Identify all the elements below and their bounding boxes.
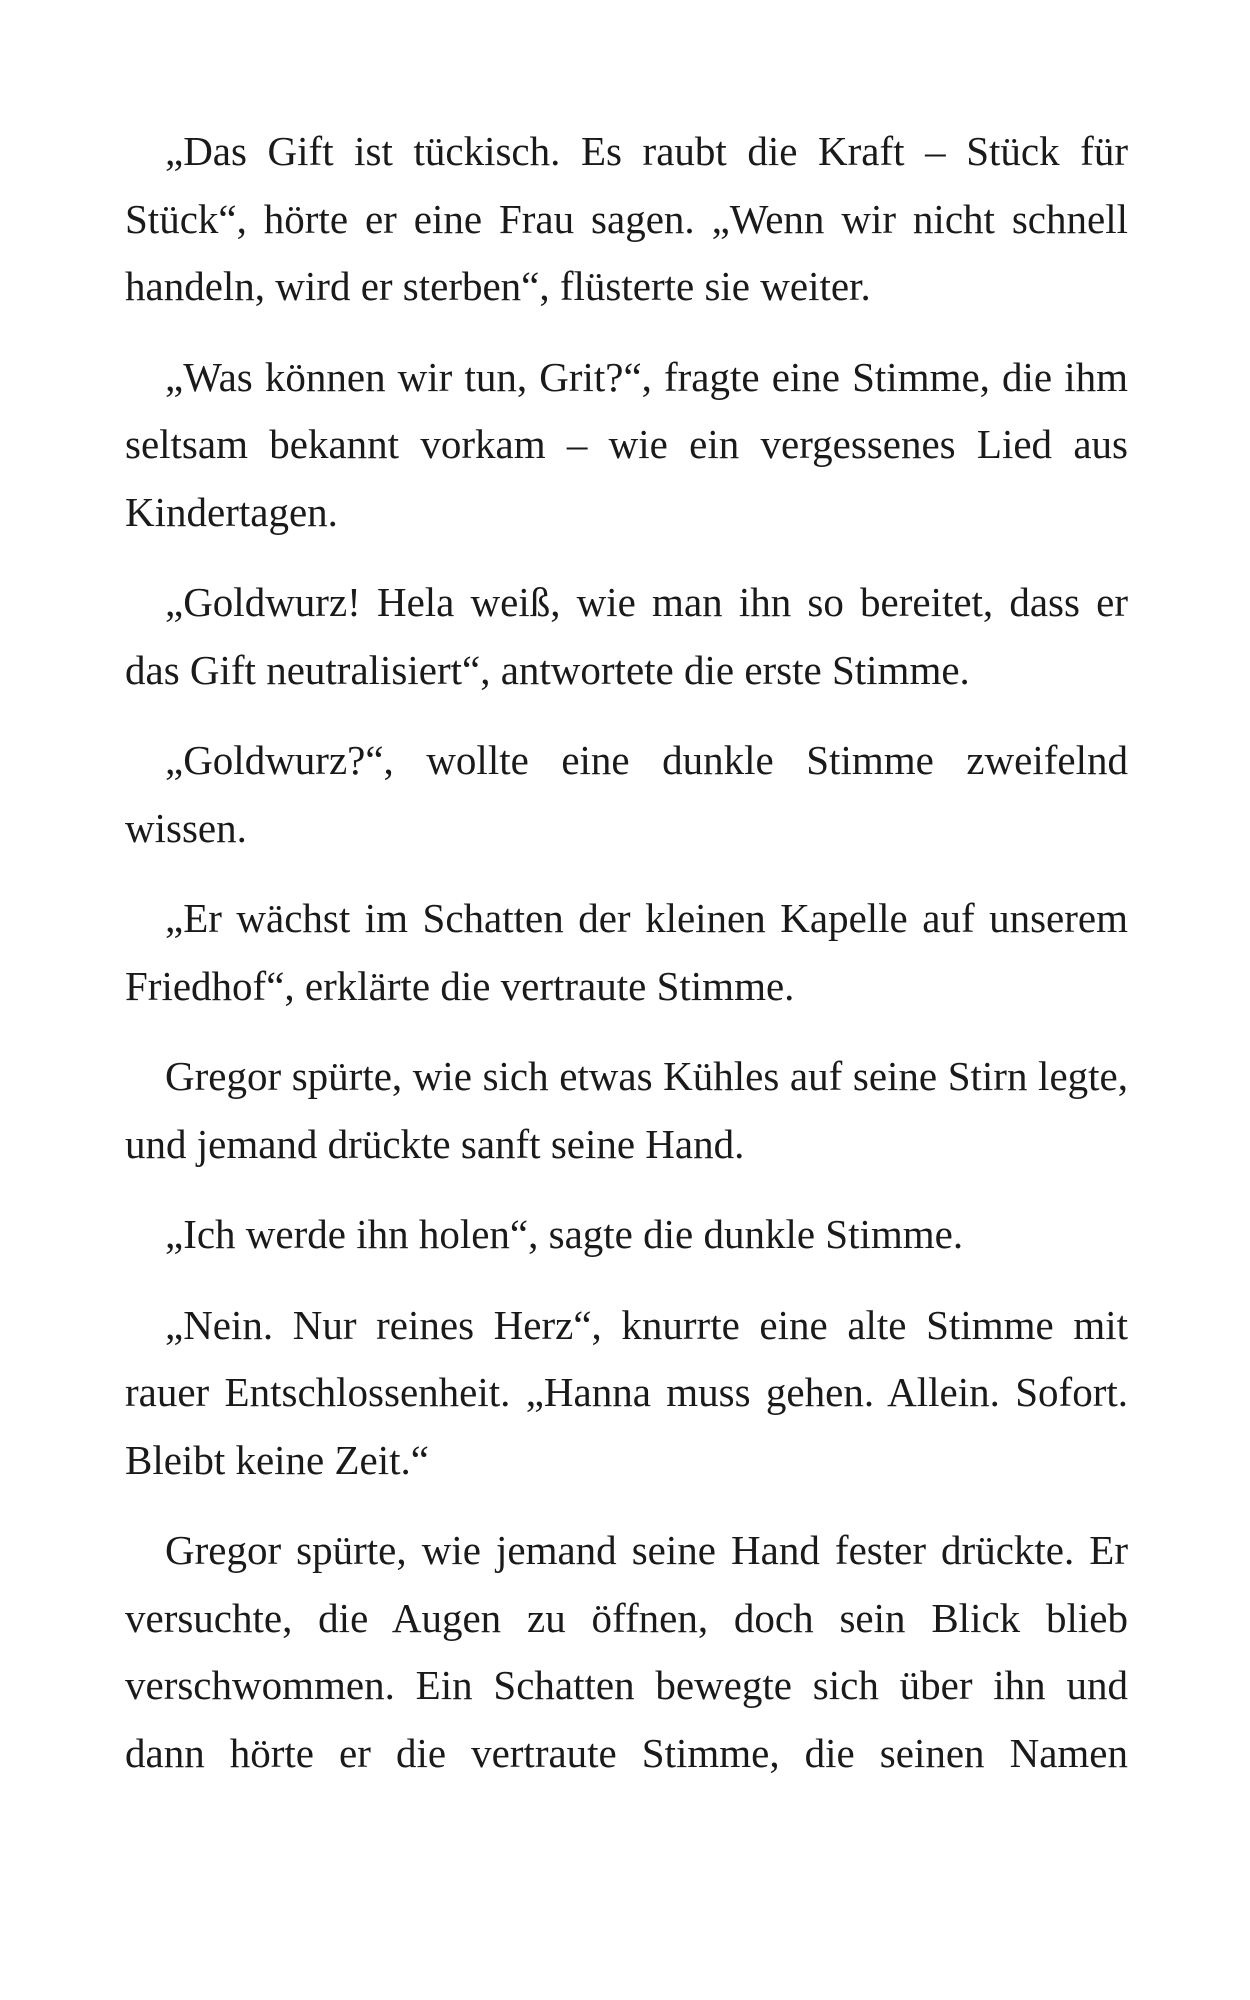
- paragraph: „Das Gift ist tückisch. Es raubt die Kraft – Stück für Stück“, hörte er eine Frau sagen. „Wenn wir nicht schnell handeln, wird er sterben“, flüsterte sie weiter.: [125, 128, 1128, 309]
- paragraph-continued: Gregor spürte, wie jemand seine Hand fester drückte. Er versuchte, die Augen zu öffnen, doch sein Blick blieb verschwommen. Ein Schatten bewegte sich über ihn und dann hörte er die vertraute Stimme, die seinen Namen: [125, 1527, 1128, 1776]
- paragraph: „Goldwurz! Hela weiß, wie man ihn so bereitet, dass er das Gift neutralisiert“, antwortete die erste Stimme.: [125, 579, 1128, 693]
- book-page-text: [125, 118, 1128, 1810]
- paragraph: „Ich werde ihn holen“, sagte die dunkle Stimme.: [165, 1211, 964, 1257]
- paragraph: Gregor spürte, wie sich etwas Kühles auf seine Stirn legte, und jemand drückte sanft seine Hand.: [125, 1053, 1128, 1167]
- paragraph: „Nein. Nur reines Herz“, knurrte eine alte Stimme mit rauer Entschlossenheit. „Hanna muss gehen. Allein. Sofort. Bleibt keine Zeit.“: [125, 1301, 1128, 1483]
- paragraph: „Er wächst im Schatten der kleinen Kapelle auf unserem Friedhof“, erklärte die vertraute Stimme.: [125, 895, 1128, 1009]
- paragraph: „Goldwurz?“, wollte eine dunkle Stimme zweifelnd wissen.: [125, 737, 1128, 851]
- paragraph: „Was können wir tun, Grit?“, fragte eine Stimme, die ihm seltsam bekannt vorkam – wie ein vergessenes Lied aus Kindertagen.: [125, 353, 1128, 535]
